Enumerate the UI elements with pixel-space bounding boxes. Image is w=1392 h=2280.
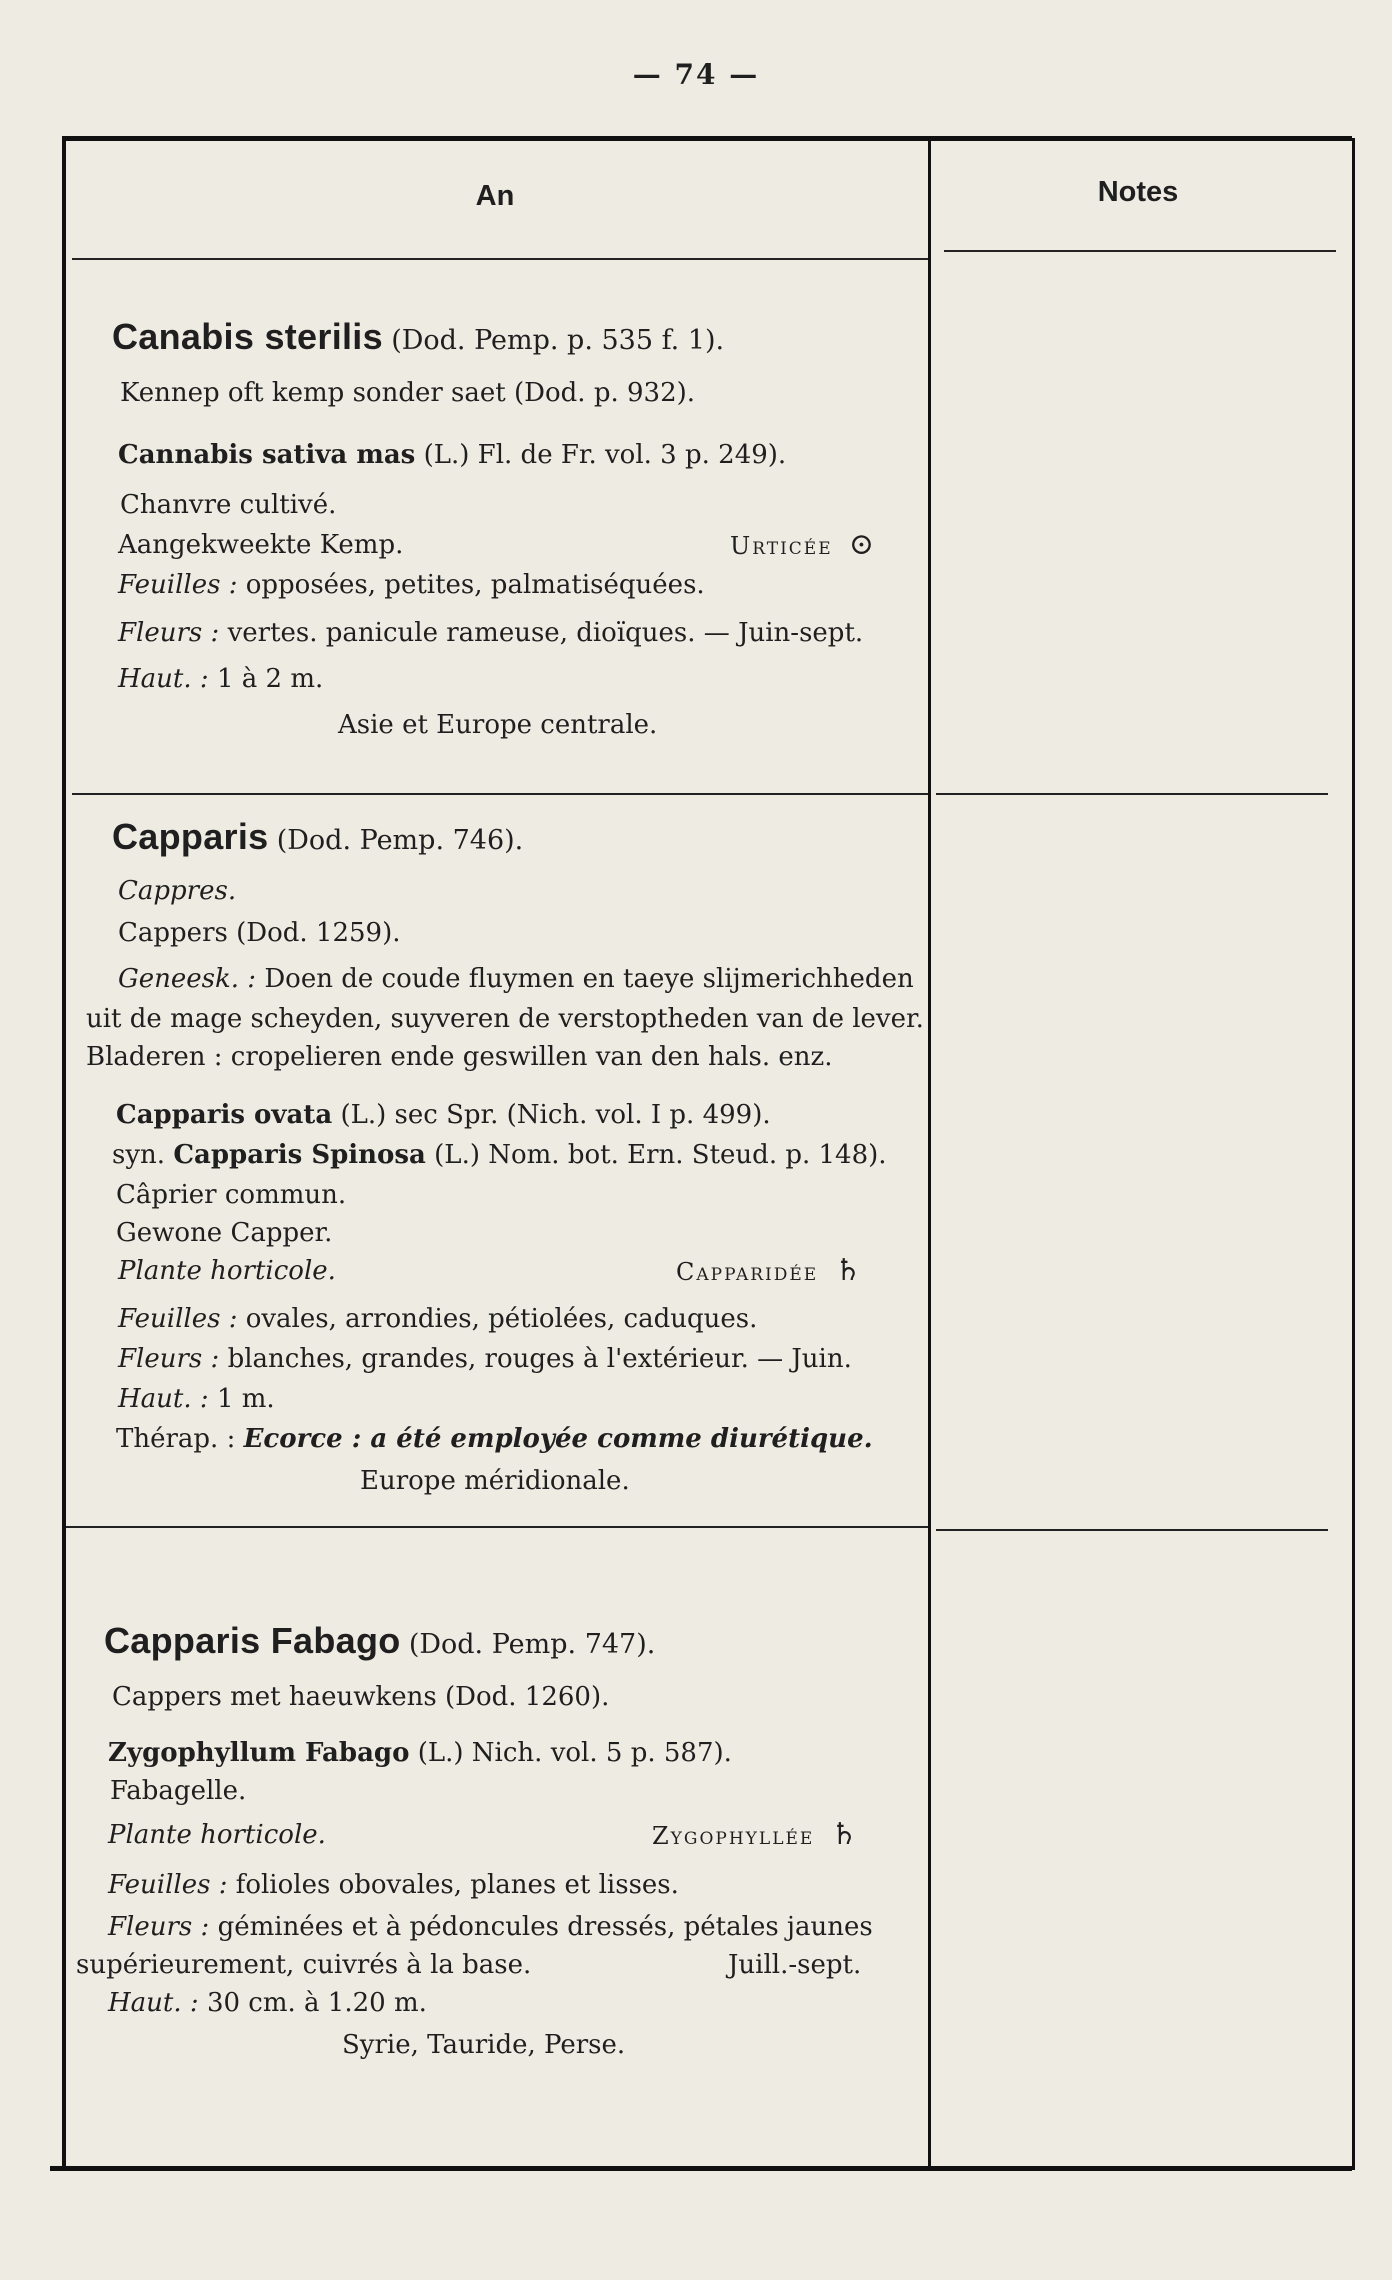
text-line: Cappres. xyxy=(118,876,237,906)
family-label: Zygophyllée xyxy=(652,1822,815,1850)
therapy-line xyxy=(116,1424,873,1454)
height-line xyxy=(108,1988,427,2018)
entry-title-ref: (Dod. Pemp. p. 535 f. 1). xyxy=(391,325,725,356)
text-line: Cappers met haeuwkens (Dod. 1260). xyxy=(112,1682,610,1712)
height-label: Haut. : xyxy=(118,1384,209,1414)
synonym-line xyxy=(116,1100,771,1130)
text-line: Câprier commun. xyxy=(116,1180,347,1210)
text-line: Fabagelle. xyxy=(110,1776,247,1806)
synonym-name: Zygophyllum Fabago xyxy=(108,1738,410,1768)
leaves-line xyxy=(118,1304,757,1334)
flowers-label: Fleurs : xyxy=(108,1912,210,1942)
header-an: An xyxy=(475,180,515,212)
flowers-text: vertes. panicule rameuse, dioïques. — Juin-sept. xyxy=(227,618,864,648)
family-line xyxy=(652,1817,858,1852)
entry-title-ref: (Dod. Pemp. 747). xyxy=(408,1629,656,1660)
synonym-ref: (L.) Nich. vol. 5 p. 587). xyxy=(417,1738,732,1768)
distribution-line: Europe méridionale. xyxy=(360,1466,630,1496)
flowers-label: Fleurs : xyxy=(118,1344,220,1374)
synonym-line xyxy=(112,1140,887,1170)
family-line xyxy=(730,527,875,562)
notes-column xyxy=(944,260,1334,2140)
distribution-line: Syrie, Tauride, Perse. xyxy=(342,2030,626,2060)
header-rule-right xyxy=(944,250,1336,252)
table-bottom-border xyxy=(50,2166,1352,2171)
text-line: Chanvre cultivé. xyxy=(120,490,337,520)
leaves-text: ovales, arrondies, pétiolées, caduques. xyxy=(245,1304,758,1334)
entry-title: Canabis sterilis xyxy=(112,316,383,357)
text-line: supérieurement, cuivrés à la base. xyxy=(76,1950,532,1980)
page-number: — 74 — xyxy=(632,58,760,91)
text-line: Bladeren : cropelieren ende geswillen van den hals. enz. xyxy=(86,1042,833,1072)
height-label: Haut. : xyxy=(108,1988,199,2018)
family-label: Urticée xyxy=(730,532,833,560)
entry-title-line xyxy=(104,1620,656,1661)
leaves-line xyxy=(108,1870,679,1900)
synonym-line xyxy=(118,440,786,470)
synonym-name: Cannabis sativa mas xyxy=(118,440,416,470)
entry-title: Capparis Fabago xyxy=(104,1620,401,1661)
height-line xyxy=(118,664,323,694)
text-line: Cappers (Dod. 1259). xyxy=(118,918,401,948)
synonym-ref: (L.) Fl. de Fr. vol. 3 p. 249). xyxy=(423,440,787,470)
leaves-label: Feuilles : xyxy=(108,1870,228,1900)
entry-title-line xyxy=(112,816,524,857)
synonym-name: Capparis ovata xyxy=(116,1100,333,1130)
family-line xyxy=(676,1253,862,1288)
entry-rule-1-left xyxy=(72,793,928,795)
entry-title-line xyxy=(112,316,725,357)
flowers-line xyxy=(108,1912,873,1942)
text-line: Kennep oft kemp sonder saet (Dod. p. 932). xyxy=(120,378,696,408)
flowers-text: blanches, grandes, rouges à l'extérieur. — Juin. xyxy=(227,1344,852,1374)
text-line: uit de mage scheyden, suyveren de verstoptheden van de lever. xyxy=(86,1004,924,1034)
season-text: Juill.-sept. xyxy=(728,1950,862,1980)
text-line: Plante horticole. xyxy=(108,1820,326,1850)
therapy-text: Ecorce : a été employée comme diurétique. xyxy=(243,1424,873,1454)
header-rule-left xyxy=(72,258,928,260)
family-label: Capparidée xyxy=(676,1258,819,1286)
height-label: Haut. : xyxy=(118,664,209,694)
flowers-text: géminées et à pédoncules dressés, pétales jaunes xyxy=(217,1912,873,1942)
height-line xyxy=(118,1384,275,1414)
text-line: Aangekweekte Kemp. xyxy=(118,530,404,560)
column-divider xyxy=(928,141,931,2169)
text-line: Plante horticole. xyxy=(118,1256,336,1286)
shrub-icon: ♄ xyxy=(834,1253,862,1288)
flowers-line xyxy=(118,618,863,648)
height-text: 30 cm. à 1.20 m. xyxy=(206,1988,427,2018)
leaves-text: folioles obovales, planes et lisses. xyxy=(235,1870,679,1900)
medicinal-label: Geneesk. : xyxy=(118,964,257,994)
therapy-label: Thérap. : xyxy=(116,1424,236,1454)
leaves-line xyxy=(118,570,705,600)
leaves-text: opposées, petites, palmatiséquées. xyxy=(245,570,705,600)
leaves-label: Feuilles : xyxy=(118,1304,238,1334)
synonym-line xyxy=(108,1738,732,1768)
header-notes: Notes xyxy=(1097,176,1179,208)
synonym-ref: (L.) Nom. bot. Ern. Steud. p. 148). xyxy=(434,1140,887,1170)
annual-icon: ⊙ xyxy=(848,527,875,562)
synonym-prefix: syn. xyxy=(112,1140,166,1170)
entry-title: Capparis xyxy=(112,816,269,857)
distribution-line: Asie et Europe centrale. xyxy=(338,710,658,740)
entry-title-ref: (Dod. Pemp. 746). xyxy=(276,825,524,856)
medicinal-text: Doen de coude fluymen en taeye slijmerichheden xyxy=(264,964,914,994)
synonym-name: Capparis Spinosa xyxy=(173,1140,426,1170)
flowers-line xyxy=(118,1344,852,1374)
entry-rule-2-left xyxy=(66,1526,928,1528)
shrub-icon: ♄ xyxy=(830,1817,858,1852)
medicinal-line xyxy=(118,964,914,994)
leaves-label: Feuilles : xyxy=(118,570,238,600)
height-text: 1 à 2 m. xyxy=(216,664,324,694)
height-text: 1 m. xyxy=(216,1384,275,1414)
flowers-label: Fleurs : xyxy=(118,618,220,648)
text-line: Gewone Capper. xyxy=(116,1218,333,1248)
synonym-ref: (L.) sec Spr. (Nich. vol. I p. 499). xyxy=(340,1100,771,1130)
